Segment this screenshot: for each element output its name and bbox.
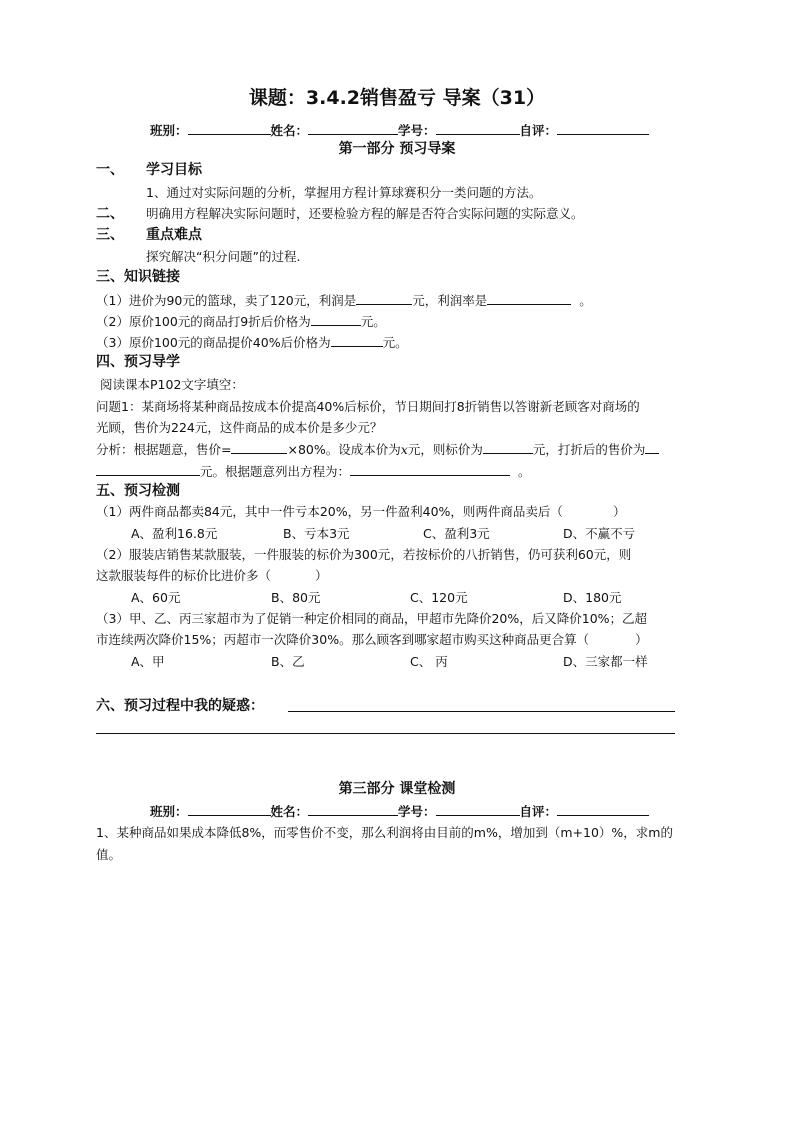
q3-option-b[interactable]: B、乙 [271, 654, 305, 669]
class-blank[interactable] [188, 802, 271, 816]
eval-label: 自评： [519, 804, 558, 819]
page-title: 课题：3.4.2销售盈亏 导案（31） [248, 87, 546, 109]
id-blank[interactable] [436, 121, 520, 135]
section-1-text: 1、通过对实际问题的分析，掌握用方程计算球赛积分一类问题的方法。 [146, 185, 542, 200]
preview-guide-heading: 四、预习导学 [96, 354, 180, 370]
problem-1-line-2: 光顾，售价为224元，这件商品的成本价是多少元？ [96, 420, 383, 435]
eval-label: 自评： [519, 123, 558, 138]
section-3-title: 重点难点 [146, 227, 202, 243]
student-info-line-2 [150, 802, 649, 821]
preview-guide-intro: 阅读课本P102文字填空： [100, 377, 244, 392]
analysis-line-2: 元。根据题意列出方程为： 。 [96, 462, 531, 481]
knowledge-link-1: （1）进价为90元的篮球，卖了120元，利润是 元，利润率是 。 [96, 293, 592, 308]
name-blank[interactable] [308, 121, 398, 135]
knowledge-link-2: （2）原价100元的商品打9折后价格为 元。 [96, 314, 386, 329]
price-blank[interactable] [231, 440, 287, 454]
q3-option-d[interactable]: D、三家都一样 [563, 654, 648, 669]
part3-heading: 第三部分 课堂检测 [338, 781, 456, 797]
q2-option-b[interactable]: B、80元 [271, 590, 321, 605]
section-3-number: 三、 [96, 227, 124, 243]
q3-option-a[interactable]: A、甲 [131, 654, 165, 669]
problem-1-line-1: 问题1：某商场将某种商品按成本价提高40%后标价，节日期间打8折销售以答谢新老顾客对商场的 [96, 399, 640, 414]
section-1-number: 一、 [96, 162, 124, 178]
name-label: 姓名： [270, 804, 309, 819]
question-2-line-2: 这款服装每件的标价比进价多（ ） [96, 568, 328, 583]
doubts-answer-line-2[interactable] [96, 733, 675, 734]
name-label: 姓名： [270, 123, 309, 138]
preview-check-heading: 五、预习检测 [96, 483, 180, 499]
q1-option-c[interactable]: C、盈利3元 [423, 526, 490, 541]
section-2-number: 二、 [96, 206, 124, 222]
question-1: （1）两件商品都卖84元，其中一件亏本20%，另一件盈利40%，则两件商品卖后（ ） [96, 504, 626, 519]
sale-price-blank[interactable] [96, 462, 200, 476]
knowledge-link-3: （3）原价100元的商品提价40%后价格为 元。 [96, 335, 408, 350]
student-info-line [150, 121, 649, 140]
part1-heading: 第一部分 预习导案 [338, 141, 456, 157]
class-label: 班别： [150, 804, 188, 819]
discount-price-blank[interactable] [311, 312, 361, 326]
doubts-answer-line-1[interactable] [288, 711, 675, 712]
q2-option-d[interactable]: D、180元 [563, 590, 622, 605]
class-label: 班别： [150, 123, 188, 138]
raised-price-blank[interactable] [331, 333, 383, 347]
section-2-text: 明确用方程解决实际问题时，还要检验方程的解是否符合实际问题的实际意义。 [146, 206, 584, 221]
knowledge-link-heading: 三、知识链接 [96, 269, 180, 285]
doubts-heading: 六、预习过程中我的疑惑： [96, 698, 264, 714]
exam-question-1-line-2: 值。 [96, 847, 122, 862]
section-3-text: 探究解决“积分问题”的过程. [146, 249, 301, 264]
eval-blank[interactable] [557, 121, 649, 135]
name-blank[interactable] [308, 802, 398, 816]
id-blank[interactable] [436, 802, 520, 816]
analysis-line-1: 分析：根据题意，售价= ×80%。设成本价为x元，则标价为 元，打折后的售价为 [96, 440, 659, 459]
q1-option-b[interactable]: B、亏本3元 [283, 526, 350, 541]
question-3-line-1: （3）甲、乙、丙三家超市为了促销一种定价相同的商品，甲超市先降价20%，后又降价10%；乙超 [96, 611, 648, 626]
eval-blank[interactable] [557, 802, 649, 816]
exam-question-1-line-1: 1、某种商品如果成本降低8%，而零售价不变，那么利润将由目前的m%，增加到（m+10）%，求m的 [96, 825, 673, 840]
q1-option-a[interactable]: A、盈利16.8元 [131, 526, 218, 541]
list-price-blank[interactable] [483, 440, 533, 454]
question-3-line-2: 市连续两次降价15%；丙超市一次降价30%。那么顾客到哪家超市购买这种商品更合算（ ） [96, 632, 648, 647]
sale-price-blank-start[interactable] [645, 440, 659, 454]
q2-option-c[interactable]: C、120元 [410, 590, 468, 605]
q3-option-c[interactable]: C、 丙 [410, 654, 448, 669]
id-label: 学号： [398, 804, 436, 819]
section-1-title: 学习目标 [146, 162, 202, 178]
class-blank[interactable] [188, 121, 271, 135]
id-label: 学号： [398, 123, 436, 138]
q2-option-a[interactable]: A、60元 [131, 590, 181, 605]
profit-blank[interactable] [356, 291, 412, 305]
profit-rate-blank[interactable] [487, 291, 571, 305]
equation-blank[interactable] [350, 462, 510, 476]
q1-option-d[interactable]: D、不赢不亏 [563, 526, 636, 541]
question-2-line-1: （2）服装店销售某款服装，一件服装的标价为300元，若按标价的八折销售，仍可获利60元，则 [96, 547, 632, 562]
